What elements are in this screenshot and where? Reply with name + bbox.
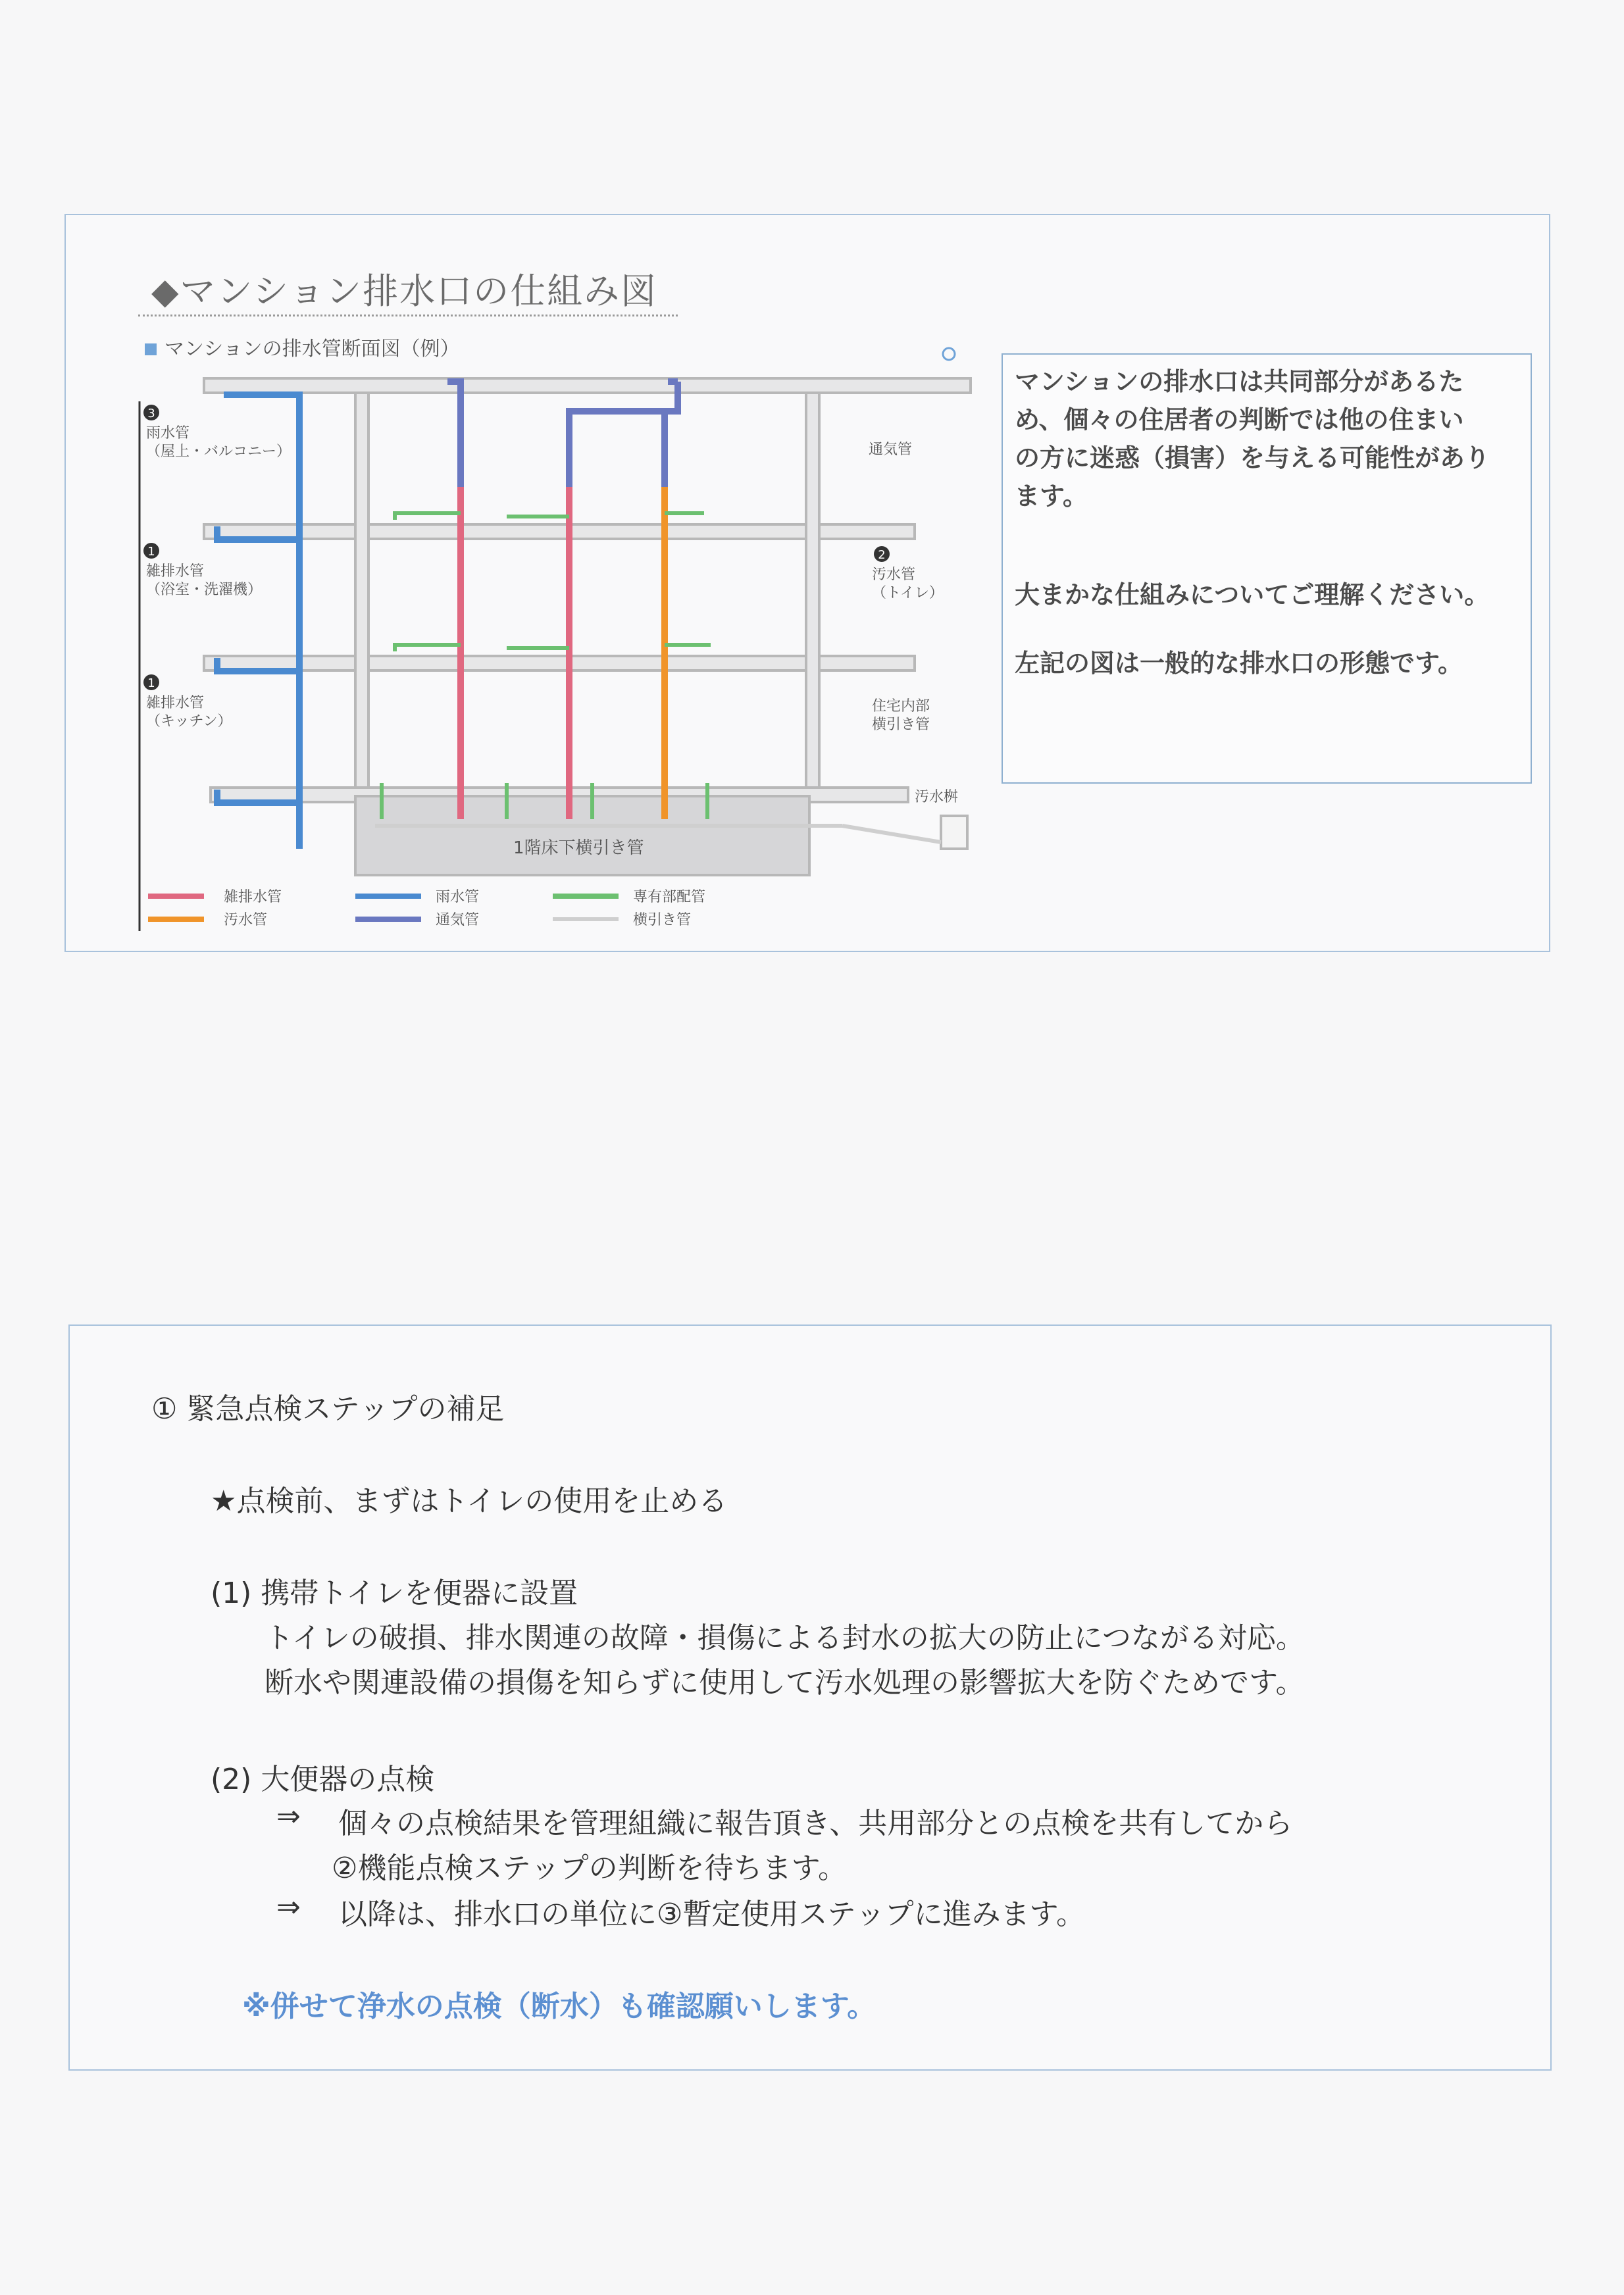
legend <box>148 889 705 928</box>
horizontal-pipe-to-basin <box>842 826 941 842</box>
explanation-line: マンションの排水口は共同部分があるた <box>1015 367 1464 396</box>
left-wall <box>355 393 368 788</box>
item1-line2: 断水や関連設備の損傷を知らずに使用して汚水処理の影響拡大を防ぐためです。 <box>265 1666 1305 1700</box>
private-pipe-3a <box>395 513 461 520</box>
legend-label: 汚水管 <box>224 912 268 928</box>
explanation-box <box>1002 353 1532 784</box>
legend-label: 雑排水管 <box>224 889 282 905</box>
item2-line1: 個々の点検結果を管理組織に報告頂き、共用部分との点検を共有してから <box>338 1807 1293 1840</box>
explanation-line: め、個々の住居者の判断では他の住まい <box>1015 405 1464 434</box>
arrow-icon: ⇒ <box>276 1800 301 1833</box>
rain-pipe-main <box>224 395 299 849</box>
page-title: ◆マンション排水口の仕組み図 <box>151 270 658 312</box>
basement-block <box>355 796 809 875</box>
arrow-icon: ⇒ <box>276 1890 301 1924</box>
vent-pipes <box>447 382 678 487</box>
diagram-caption: マンションの排水管断面図（例） <box>165 338 460 361</box>
rain-pipe-sublabel: （屋上・バルコニー） <box>146 443 292 460</box>
explanation-line: の方に迷惑（損害）を与える可能性があり <box>1015 443 1490 472</box>
left-labels <box>143 405 291 730</box>
target-icon <box>943 348 955 360</box>
item1-title: (1) 携帯トイレを便器に設置 <box>211 1576 578 1610</box>
misc-drain-sublabel: （浴室・洗濯機） <box>146 582 263 598</box>
misc-drain-label: 雑排水管 <box>146 563 205 580</box>
legend-label: 専有部配管 <box>633 889 706 905</box>
label-number: 2 <box>878 548 886 562</box>
rain-pipe-label: 雨水管 <box>146 425 190 441</box>
legend-label: 横引き管 <box>633 912 692 928</box>
item2-line3: 以降は、排水口の単位に③暫定使用ステップに進みます。 <box>338 1898 1086 1931</box>
item2-line2: ②機能点検ステップの判断を待ちます。 <box>332 1852 848 1885</box>
sewage-pipe-label: 汚水管 <box>872 567 916 583</box>
roof-slab <box>204 378 971 393</box>
basement-label: 1階床下横引き管 <box>513 838 644 858</box>
sewage-pipe-sublabel: （トイレ） <box>872 585 944 601</box>
drainage-diagram <box>132 329 987 941</box>
caption-marker-icon <box>145 343 157 355</box>
right-wall <box>806 393 819 788</box>
star-instruction: ★点検前、まずはトイレの使用を止める <box>211 1484 728 1518</box>
legend-label: 通気管 <box>436 912 480 928</box>
internal-pipe-label: 住宅内部 <box>872 698 930 715</box>
explanation-general-form: 左記の図は一般的な排水口の形態です。 <box>1015 649 1463 678</box>
building-structure <box>204 378 971 875</box>
item1-line1: トイレの破損、排水関連の故障・損傷による封水の拡大の防止につながる対応。 <box>265 1621 1305 1655</box>
footer-note: ※併せて浄水の点検（断水）も確認願いします。 <box>242 1990 876 2023</box>
title-divider <box>138 315 678 316</box>
label-number: 1 <box>147 676 155 690</box>
rain-pipes <box>217 395 299 849</box>
explanation-understanding: 大まかな仕組みについてご理解ください。 <box>1015 580 1490 609</box>
misc-drain-kitchen-label: 雑排水管 <box>146 695 205 711</box>
explanation-line: ます。 <box>1015 482 1088 511</box>
private-pipe-2a <box>395 645 461 651</box>
misc-drain-kitchen-sublabel: （キッチン） <box>146 713 232 730</box>
catch-basin-box <box>941 816 967 849</box>
vent-pipe-label: 通気管 <box>869 441 913 458</box>
internal-pipe-sublabel: 横引き管 <box>872 717 930 733</box>
section-title: ① 緊急点検ステップの補足 <box>151 1392 505 1426</box>
legend-label: 雨水管 <box>436 889 480 905</box>
right-labels <box>869 441 958 805</box>
label-number: 3 <box>147 407 155 420</box>
item2-title: (2) 大便器の点検 <box>211 1763 435 1796</box>
vent-pipe-left <box>447 382 461 487</box>
label-number: 1 <box>147 545 155 559</box>
catch-basin-label: 汚水桝 <box>915 789 959 805</box>
